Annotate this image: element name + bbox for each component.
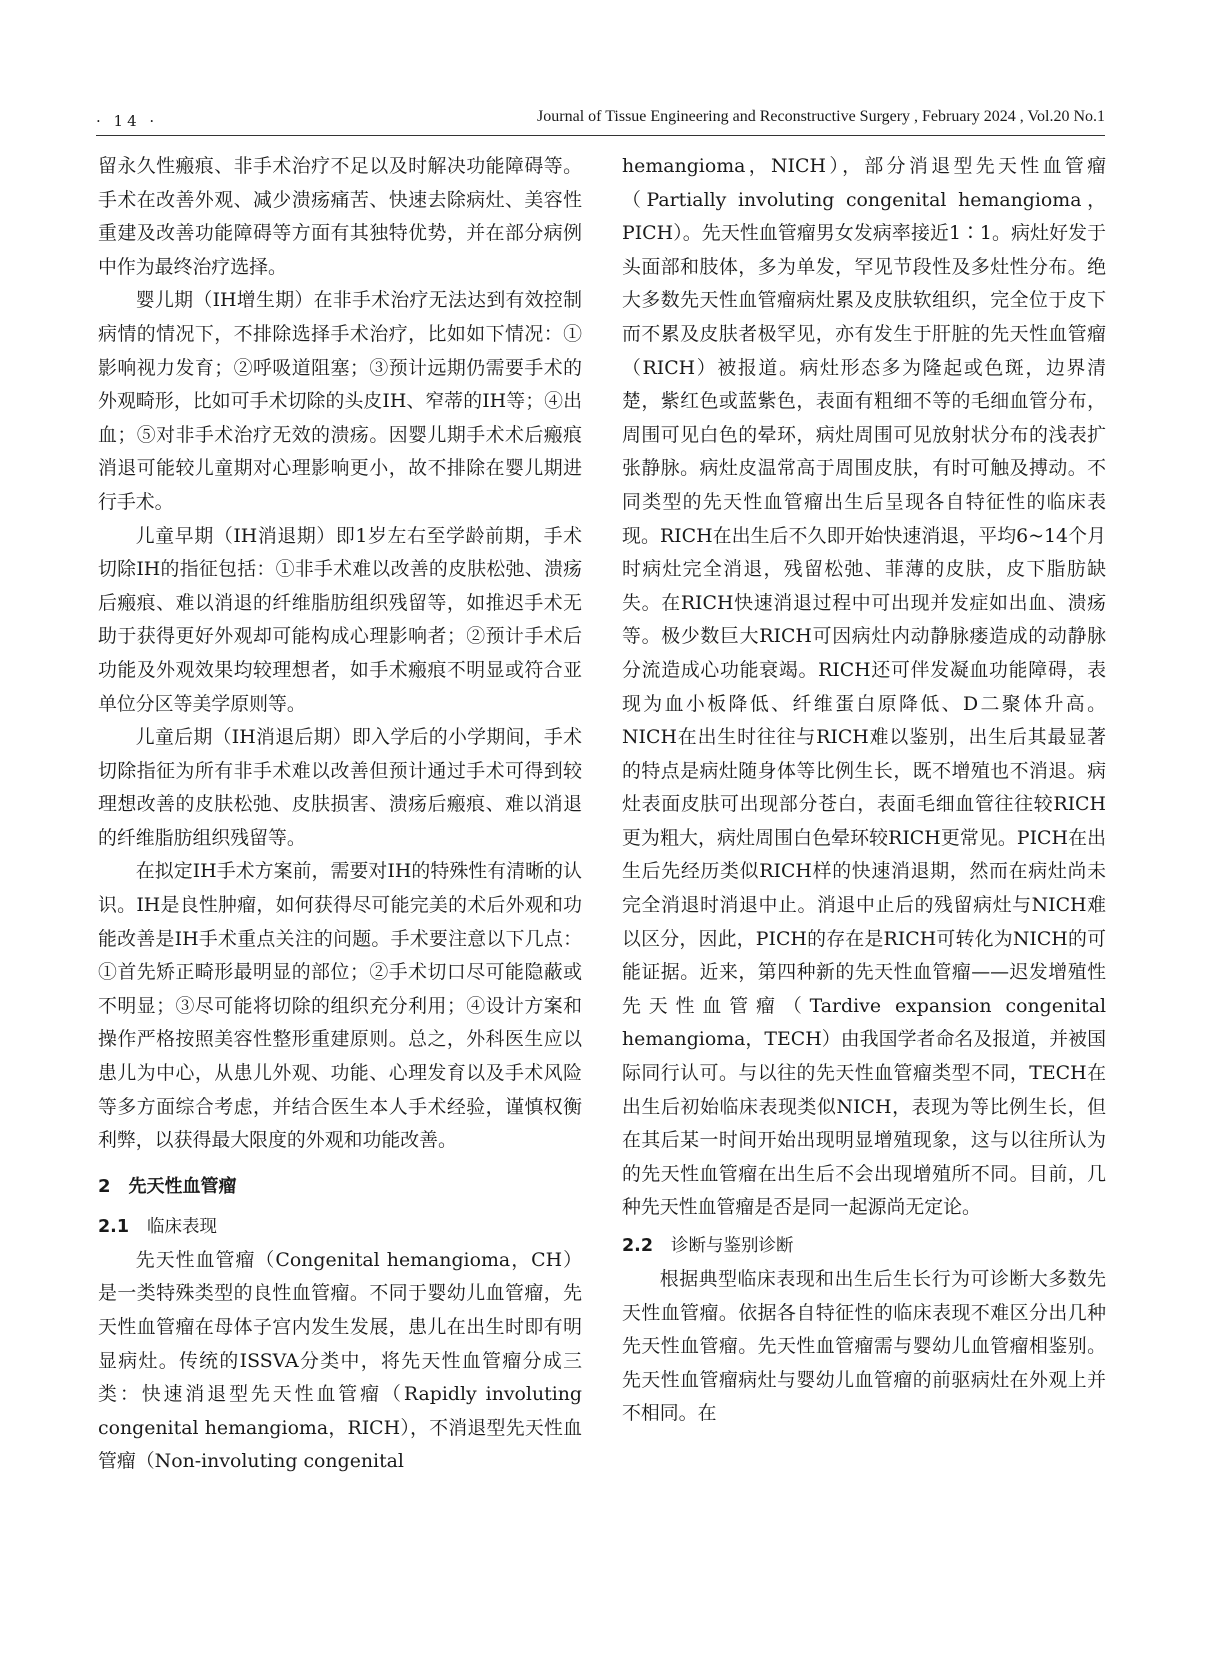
header-rule bbox=[96, 135, 1105, 136]
paragraph: 儿童早期（IH消退期）即1岁左右至学龄前期，手术切除IH的指征包括：①非手术难以改善的皮肤松弛、溃疡后瘢痕、难以消退的纤维脂肪组织残留等，如推迟手术无助于获得更好外观却可能构成心理影响者；②预计手术后功能及外观效果均较理想者，如手术瘢痕不明显或符合亚单位分区等美学原则等。 bbox=[98, 524, 582, 715]
paragraph: 根据典型临床表现和出生后生长行为可诊断大多数先天性血管瘤。依据各自特征性的临床表现不难区分出几种先天性血管瘤。先天性血管瘤需与婴幼儿血管瘤相鉴别。先天性血管瘤病灶与婴幼儿血管瘤的前驱病灶在外观上并不相同。在 bbox=[622, 1268, 1106, 1425]
paragraph: 儿童后期（IH消退后期）即入学后的小学期间，手术切除指征为所有非手术难以改善但预计通过手术可得到较理想改善的皮肤松弛、皮肤损害、溃疡后瘢痕、难以消退的纤维脂肪组织残留等。 bbox=[98, 726, 582, 849]
subsection-title: 诊断与鉴别诊断 bbox=[671, 1236, 794, 1256]
journal-header: Journal of Tissue Engineering and Reconstructive Surgery , February 2024 , Vol.20 No.1 bbox=[537, 108, 1105, 125]
subsection-number: 2.1 bbox=[98, 1216, 130, 1237]
left-column bbox=[98, 150, 582, 1479]
subsection-heading bbox=[622, 1229, 1106, 1263]
section-heading bbox=[98, 1170, 582, 1204]
page-number: · 14 · bbox=[96, 112, 159, 130]
section-title: 先天性血管瘤 bbox=[128, 1175, 237, 1197]
paragraph: 在拟定IH手术方案前，需要对IH的特殊性有清晰的认识。IH是良性肿瘤，如何获得尽可能完美的术后外观和功能改善是IH手术重点关注的问题。手术要注意以下几点：①首先矫正畸形最明显的部位；②手术切口尽可能隐蔽或不明显；③尽可能将切除的组织充分利用；④设计方案和操作严格按照美容性整形重建原则。总之，外科医生应以患儿为中心，从患儿外观、功能、心理发育以及手术风险等多方面综合考虑，并结合医生本人手术经验，谨慎权衡利弊，以获得最大限度的外观和功能改善。 bbox=[98, 860, 582, 1152]
paragraph: hemangioma，NICH），部分消退型先天性血管瘤（Partially involuting congenital hemangioma，PICH）。先天性血管瘤男女发病率接近1∶1。病灶好发于头面部和肢体，多为单发，罕见节段性及多灶性分布。绝大多数先天性血管瘤病灶累及皮肤软组织，完全位于皮下而不累及皮肤者极罕见，亦有发生于肝脏的先天性血管瘤（RICH）被报道。病灶形态多为隆起或色斑，边界清楚，紫红色或蓝紫色，表面有粗细不等的毛细血管分布，周围可见白色的晕环，病灶周围可见放射状分布的浅表扩张静脉。病灶皮温常高于周围皮肤，有时可触及搏动。不同类型的先天性血管瘤出生后呈现各自特征性的临床表现。RICH在出生后不久即开始快速消退，平均6~14个月时病灶完全消退，残留松弛、菲薄的皮肤，皮下脂肪缺失。在RICH快速消退过程中可出现并发症如出血、溃疡等。极少数巨大RICH可因病灶内动静脉瘘造成的动静脉分流造成心功能衰竭。RICH还可伴发凝血功能障碍，表现为血小板降低、纤维蛋白原降低、D二聚体升高。NICH在出生时往往与RICH难以鉴别，出生后其最显著的特点是病灶随身体等比例生长，既不增殖也不消退。病灶表面皮肤可出现部分苍白，表面毛细血管往往较RICH更为粗大，病灶周围白色晕环较RICH更常见。PICH在出生后先经历类似RICH样的快速消退期，然而在病灶尚未完全消退时消退中止。消退中止后的残留病灶与NICH难以区分，因此，PICH的存在是RICH可转化为NICH的可能证据。近来，第四种新的先天性血管瘤——迟发增殖性先天性血管瘤（Tardive expansion congenital hemangioma，TECH）由我国学者命名及报道，并被国际同行认可。与以往的先天性血管瘤类型不同，TECH在出生后初始临床表现类似NICH，表现为等比例生长，但在其后某一时间开始出现明显增殖现象，这与以往所认为的先天性血管瘤在出生后不会出现增殖所不同。目前，几种先天性血管瘤是否是同一起源尚无定论。 bbox=[622, 155, 1106, 1219]
subsection-title: 临床表现 bbox=[147, 1216, 218, 1237]
paragraph: 先天性血管瘤（Congenital hemangioma，CH）是一类特殊类型的良性血管瘤。不同于婴幼儿血管瘤，先天性血管瘤在母体子宫内发生发展，患儿在出生时即有明显病灶。传统的ISSVA分类中，将先天性血管瘤分成三类：快速消退型先天性血管瘤（Rapidly involuting congenital hemangioma，RICH），不消退型先天性血管瘤（Non-involuting congenital bbox=[98, 1248, 582, 1473]
subsection-heading bbox=[98, 1210, 582, 1244]
subsection-number: 2.2 bbox=[622, 1236, 654, 1256]
paragraph: 留永久性瘢痕、非手术治疗不足以及时解决功能障碍等。手术在改善外观、减少溃疡痛苦、快速去除病灶、美容性重建及改善功能障碍等方面有其独特优势，并在部分病例中作为最终治疗选择。 bbox=[98, 155, 582, 278]
section-number: 2 bbox=[98, 1175, 111, 1197]
paragraph: 婴儿期（IH增生期）在非手术治疗无法达到有效控制病情的情况下，不排除选择手术治疗，比如如下情况：①影响视力发育；②呼吸道阻塞；③预计远期仍需要手术的外观畸形，比如可手术切除的头皮IH、窄蒂的IH等；④出血；⑤对非手术治疗无效的溃疡。因婴儿期手术术后瘢痕消退可能较儿童期对心理影响更小，故不排除在婴儿期进行手术。 bbox=[98, 289, 582, 513]
right-column bbox=[622, 150, 1106, 1431]
